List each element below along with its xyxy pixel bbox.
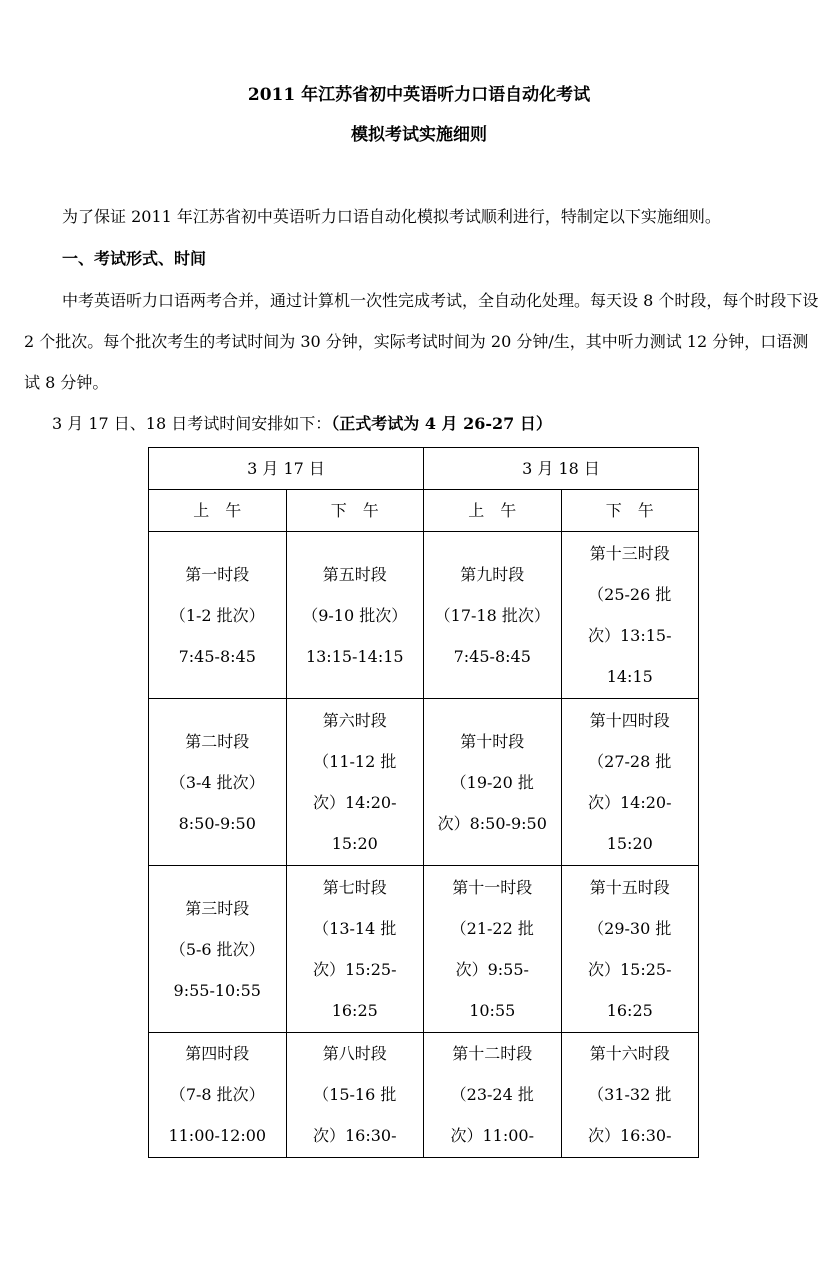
period-cell-line: 第十六时段 — [589, 1044, 670, 1063]
period-cell — [561, 532, 699, 699]
period-cell — [561, 1033, 699, 1158]
period-cell-line: 11:00-12:00 — [168, 1126, 267, 1145]
period-cell-line: （9-10 批次） — [302, 605, 408, 625]
table-header-days — [149, 448, 699, 490]
day-header: 3 月 18 日 — [424, 448, 699, 490]
period-cell — [149, 699, 287, 866]
period-cell-line: 第三时段 — [185, 898, 250, 918]
period-cell-line: 第十时段 — [460, 731, 525, 751]
period-cell — [286, 699, 424, 866]
period-cell-line: 次）9:55- — [455, 960, 529, 979]
period-cell — [561, 866, 699, 1033]
period-cell-line: 7:45-8:45 — [453, 646, 531, 666]
period-cell-line: 第八时段 — [322, 1044, 387, 1063]
period-cell-line: 7:45-8:45 — [178, 646, 256, 666]
period-cell — [149, 532, 287, 699]
period-cell-line: 13:15-14:15 — [305, 646, 404, 666]
period-cell-line: （21-22 批 — [450, 919, 534, 938]
period-cell — [286, 1033, 424, 1158]
period-cell-line: （17-18 批次） — [434, 605, 550, 625]
period-cell-line: 16:25 — [331, 1001, 378, 1020]
period-cell-line: 次）14:20- — [587, 793, 672, 812]
period-cell-line: （31-32 批 — [588, 1085, 672, 1104]
period-cell-line: （25-26 批 — [588, 585, 672, 604]
period-cell-line: 第十五时段 — [589, 878, 670, 897]
period-cell-line: 第十三时段 — [589, 544, 670, 563]
table-row — [149, 532, 699, 699]
period-cell-line: 次）8:50-9:50 — [437, 813, 547, 833]
table-row — [149, 699, 699, 866]
period-cell-line: （27-28 批 — [588, 752, 672, 771]
table-header-halves — [149, 490, 699, 532]
period-cell-line: 次）13:15- — [587, 626, 672, 645]
period-cell — [424, 699, 562, 866]
period-cell-line: 次）15:25- — [587, 960, 672, 979]
period-cell-line: （19-20 批 — [450, 772, 534, 792]
document-subtitle: 模拟考试实施细则 — [351, 125, 487, 145]
period-cell-line: 第五时段 — [322, 564, 387, 584]
schedule-intro-text: 3 月 17 日、18 日考试时间安排如下： — [52, 414, 332, 433]
period-cell-line: 第七时段 — [322, 878, 387, 897]
period-cell-line: 第十一时段 — [452, 878, 533, 897]
period-cell-line: 次）14:20- — [312, 793, 397, 812]
period-cell-line: 第十四时段 — [589, 711, 670, 730]
period-cell-line: （1-2 批次） — [169, 605, 265, 625]
period-cell-line: 次）16:30- — [587, 1126, 672, 1145]
table-row — [149, 1033, 699, 1158]
half-day-header: 下 午 — [561, 490, 699, 532]
period-cell — [424, 1033, 562, 1158]
period-cell-line: 8:50-9:50 — [178, 813, 256, 833]
period-cell-line: 15:20 — [606, 834, 653, 853]
period-cell-line: 16:25 — [606, 1001, 653, 1020]
period-cell-line: 第四时段 — [185, 1044, 250, 1063]
period-cell-line: 次）11:00- — [450, 1126, 535, 1145]
half-day-header: 上 午 — [424, 490, 562, 532]
half-day-header: 下 午 — [286, 490, 424, 532]
day-header: 3 月 17 日 — [149, 448, 424, 490]
period-cell — [149, 1033, 287, 1158]
period-cell-line: （29-30 批 — [588, 919, 672, 938]
period-cell-line: 第二时段 — [185, 731, 250, 751]
period-cell-line: 15:20 — [331, 834, 378, 853]
period-cell — [561, 699, 699, 866]
section-heading: 一、考试形式、时间 — [62, 249, 207, 268]
period-cell-line: （5-6 批次） — [169, 939, 265, 959]
period-cell-line: 次）15:25- — [312, 960, 397, 979]
period-cell-line: 第十二时段 — [452, 1044, 533, 1063]
period-cell-line: 10:55 — [469, 1001, 516, 1020]
period-cell — [286, 866, 424, 1033]
period-cell-line: （13-14 批 — [313, 919, 397, 938]
period-cell-line: （3-4 批次） — [169, 772, 265, 792]
period-cell-line: （15-16 批 — [313, 1085, 397, 1104]
section-body: 中考英语听力口语两考合并，通过计算机一次性完成考试，全自动化处理。每天设 8 个时段，每个时段下设 2 个批次。每个批次考生的考试时间为 30 分钟，实际考试时间为 20 分钟/生，其中听力测试 12 分钟，口语测试 8 分钟。 — [24, 291, 819, 392]
period-cell-line: 14:15 — [606, 667, 653, 686]
period-cell-line: （11-12 批 — [313, 752, 397, 771]
period-cell-line: 次）16:30- — [312, 1126, 397, 1145]
period-cell-line: 第一时段 — [185, 564, 250, 584]
period-cell — [286, 532, 424, 699]
schedule-intro — [52, 403, 552, 444]
period-cell-line: 第六时段 — [322, 711, 387, 730]
half-day-header: 上 午 — [149, 490, 287, 532]
schedule-note: （正式考试为 4 月 26-27 日） — [331, 414, 552, 433]
table-row — [149, 866, 699, 1033]
period-cell-line: （7-8 批次） — [169, 1085, 265, 1104]
period-cell-line: 第九时段 — [460, 564, 525, 584]
period-cell — [424, 866, 562, 1033]
period-cell — [149, 866, 287, 1033]
period-cell-line: 9:55-10:55 — [173, 980, 261, 1000]
schedule-table — [148, 447, 699, 1158]
period-cell-line: （23-24 批 — [450, 1085, 534, 1104]
period-cell — [424, 532, 562, 699]
document-title: 2011 年江苏省初中英语听力口语自动化考试 — [247, 85, 591, 105]
intro-paragraph: 为了保证 2011 年江苏省初中英语听力口语自动化模拟考试顺利进行，特制定以下实施细则。 — [62, 207, 721, 226]
